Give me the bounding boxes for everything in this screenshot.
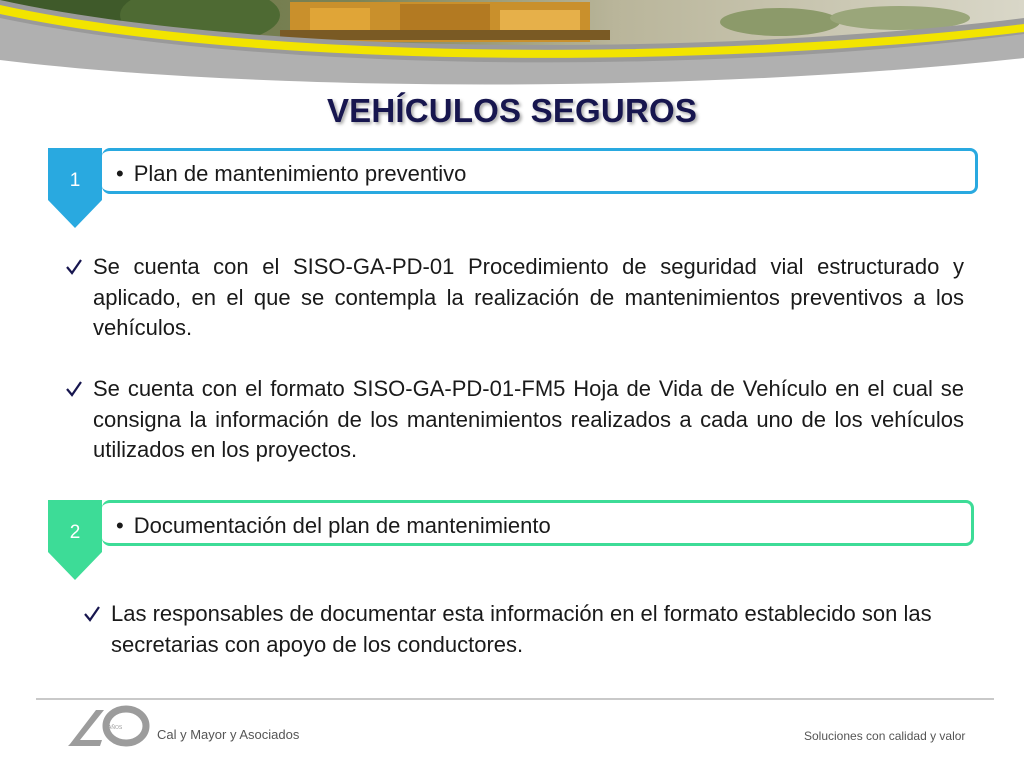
company-logo — [66, 704, 152, 755]
section-1-heading-box — [102, 148, 978, 194]
step-number-1: 1 — [69, 170, 81, 191]
section-2-heading-text: Documentación del plan de mantenimiento — [133, 513, 551, 538]
page-title: VEHÍCULOS SEGUROS — [326, 92, 698, 129]
company-name: Cal y Mayor y Asociados — [157, 727, 300, 742]
anniversary-logo-icon — [66, 704, 152, 750]
section-1-item-2 — [93, 374, 964, 466]
section-1-item-1-text: Se cuenta con el SISO-GA-PD-01 Procedimiento de seguridad vial estructurado y aplicado, en el que se contempla la realización de mantenimientos preventivos a los vehículos. — [93, 254, 964, 340]
section-1-item-2-text: Se cuenta con el formato SISO-GA-PD-01-FM5 Hoja de Vida de Vehículo en el cual se consigna la información de los mantenimientos realizados a cada uno de los vehículos utilizados en los proyectos. — [93, 376, 964, 462]
logo-years-label: AÑOS — [108, 725, 123, 731]
footer-divider — [36, 698, 994, 700]
section-1-heading — [116, 161, 466, 187]
step-number-2: 2 — [69, 522, 81, 543]
check-icon — [63, 252, 85, 282]
section-2-heading — [116, 513, 551, 539]
section-2-item-1-text: Las responsables de documentar esta información en el formato establecido son las secretarias con apoyo de los conductores. — [111, 601, 932, 657]
section-1-item-1 — [93, 252, 964, 344]
check-icon — [81, 599, 103, 629]
banner-image — [0, 0, 1024, 95]
header-banner — [0, 0, 1024, 95]
section-2-item-1 — [111, 599, 986, 660]
section-2-heading-box — [102, 500, 974, 546]
section-1-heading-text: Plan de mantenimiento preventivo — [133, 161, 467, 186]
check-icon — [63, 374, 85, 404]
bullet-icon: • — [116, 161, 124, 186]
bullet-icon: • — [116, 513, 124, 538]
footer-tagline: Soluciones con calidad y valor — [804, 729, 966, 743]
